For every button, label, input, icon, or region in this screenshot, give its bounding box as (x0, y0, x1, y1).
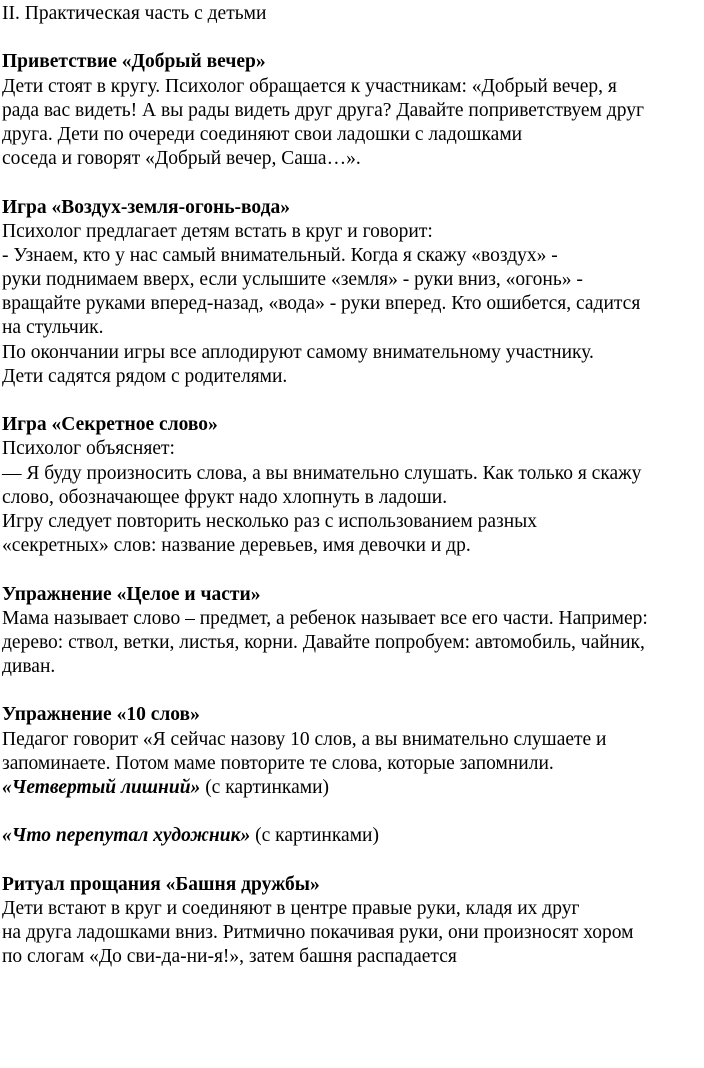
farewell-heading: Ритуал прощания «Башня дружбы» (2, 873, 320, 895)
greeting-line: соседа и говорят «Добрый вечер, Саша…». (2, 148, 361, 170)
exercise-ten-line: Педагог говорит «Я сейчас назову 10 слов, а вы внимательно слушаете и (2, 728, 607, 750)
section-game-elements (2, 196, 704, 390)
artist-note: (с картинками) (250, 825, 379, 847)
odd-one-out-title: «Четвертый лишний» (2, 777, 201, 798)
spacer (2, 558, 704, 582)
farewell-line: на друга ладошками вниз. Ритмично покачивая руки, они произносят хором (2, 922, 634, 944)
game-secret-line: — Я буду произносить слова, а вы внимательно слушать. Как только я скажу (2, 462, 642, 484)
spacer (2, 800, 704, 824)
section-exercise-whole (2, 583, 704, 680)
odd-one-out-note: (с картинками) (200, 777, 330, 798)
spacer (2, 849, 704, 873)
farewell-line: Дети встают в круг и соединяют в центре правые руки, кладя их друг (2, 897, 580, 919)
game-elements-line: на стульчик. (2, 317, 104, 339)
exercise-whole-heading: Упражнение «Целое и части» (2, 583, 261, 605)
game-elements-line: руки поднимаем вверх, если услышите «земля» - руки вниз, «огонь» - (2, 269, 583, 291)
game-secret-line: Игру следует повторить несколько раз с использованием разных (2, 510, 538, 532)
exercise-whole-line: диван. (2, 656, 56, 678)
section-greeting (2, 50, 704, 171)
spacer (2, 171, 704, 195)
game-secret-heading: Игра «Секретное слово» (2, 414, 218, 436)
section-farewell (2, 873, 704, 970)
greeting-line: рада вас видеть! А вы рады видеть друг друга? Давайте поприветствуем друг (2, 99, 644, 121)
artist-line (2, 824, 704, 848)
game-elements-line: вращайте руками вперед-назад, «вода» - руки вперед. Кто ошибется, садится (2, 293, 641, 315)
spacer (2, 26, 704, 50)
farewell-line: по слогам «До сви-да-ни-я!», затем башня распадается (2, 946, 457, 968)
section-exercise-ten (2, 703, 704, 800)
game-elements-line: Дети садятся рядом с родителями. (2, 365, 288, 387)
game-elements-line: - Узнаем, кто у нас самый внимательный. Когда я скажу «воздух» - (2, 244, 558, 266)
game-elements-heading: Игра «Воздух-земля-огонь-вода» (2, 196, 290, 218)
section-game-secret (2, 413, 704, 558)
game-secret-line: Психолог объясняет: (2, 438, 175, 460)
spacer (2, 679, 704, 703)
game-elements-line: Психолог предлагает детям встать в круг и говорит: (2, 220, 433, 242)
game-secret-line: слово, обозначающее фрукт надо хлопнуть в ладоши. (2, 486, 448, 508)
artist-title: «Что перепутал художник» (2, 825, 251, 847)
greeting-line: Дети стоят в кругу. Психолог обращается к участникам: «Добрый вечер, я (2, 75, 617, 97)
odd-one-out-line (2, 776, 704, 800)
exercise-whole-line: Мама называет слово – предмет, а ребенок называет все его части. Например: (2, 607, 648, 629)
spacer (2, 389, 704, 413)
section-title: II. Практическая часть с детьми (2, 3, 267, 24)
exercise-ten-heading: Упражнение «10 слов» (2, 704, 200, 726)
greeting-line: друга. Дети по очереди соединяют свои ладошки с ладошками (2, 123, 523, 145)
game-elements-line: По окончании игры все аплодируют самому внимательному участнику. (2, 341, 594, 363)
exercise-ten-line: запоминаете. Потом маме повторите те слова, которые запомнили. (2, 752, 554, 774)
exercise-whole-line: дерево: ствол, ветки, листья, корни. Давайте попробуем: автомобиль, чайник, (2, 631, 645, 653)
greeting-heading: Приветствие «Добрый вечер» (2, 51, 266, 73)
game-secret-line: «секретных» слов: название деревьев, имя девочки и др. (2, 535, 471, 557)
